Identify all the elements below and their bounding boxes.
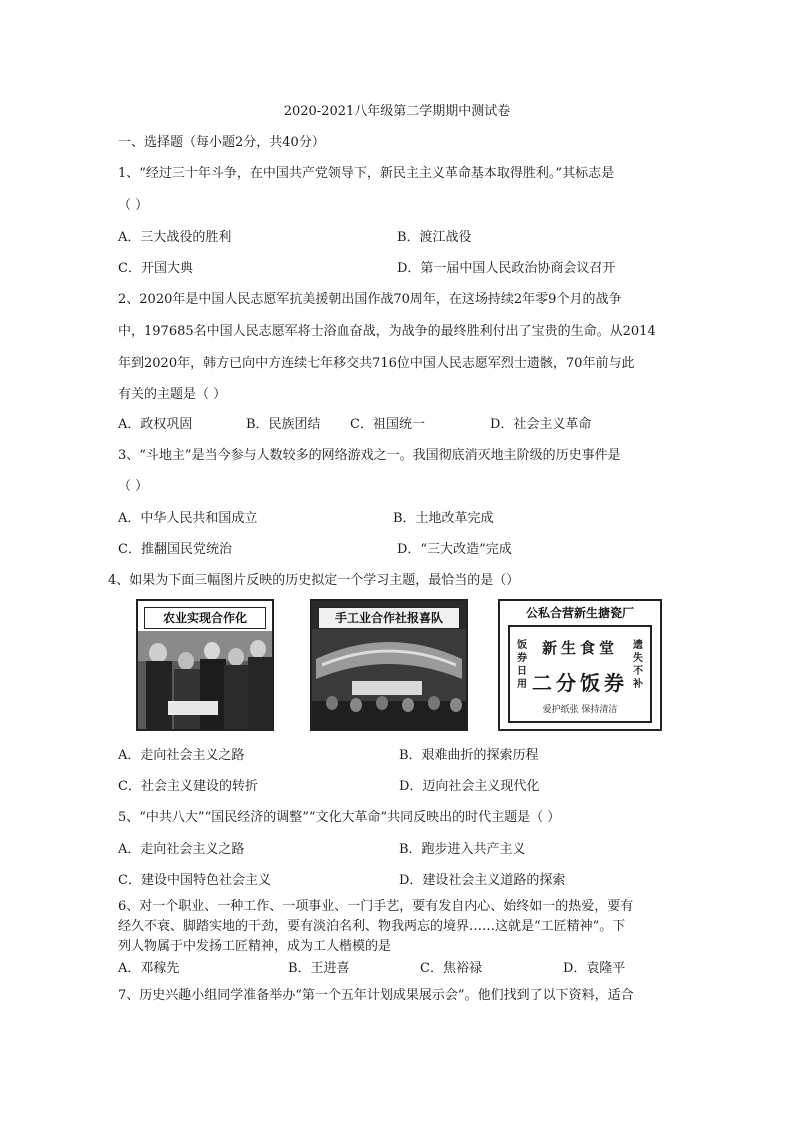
ticket-bottom-text: 爱护纸张 保持清洁	[542, 705, 618, 715]
q4-photo-strip	[136, 599, 662, 731]
q6-option-d: D．袁隆平	[563, 961, 626, 976]
section-heading: 一、选择题（每小题2分，共40分）	[118, 135, 325, 150]
q2-option-d: D．社会主义革命	[490, 417, 592, 432]
meal-ticket	[508, 625, 652, 723]
photo-handicraft-cooperative	[310, 599, 468, 731]
photo-meal-ticket	[498, 599, 662, 731]
q6-stem-line1: 6、对一个职业、一种工作、一项事业、一门手艺，要有发自内心、始终如一的热爱，要有	[118, 899, 634, 914]
q5-option-b: B．跑步进入共产主义	[399, 842, 526, 857]
q5-option-a: A．走向社会主义之路	[118, 842, 245, 857]
q4-stem-line1: 4、如果为下面三幅图片反映的历史拟定一个学习主题，最恰当的是（）	[108, 573, 520, 588]
ticket-left-text: 饭券日用	[517, 640, 527, 690]
q1-option-a: A．三大战役的胜利	[118, 230, 232, 245]
q4-option-a: A．走向社会主义之路	[118, 748, 245, 763]
q4-option-d: D．迈向社会主义现代化	[399, 779, 540, 794]
q2-option-a: A．政权巩固	[118, 417, 193, 432]
crowd-photo-image	[138, 631, 272, 731]
q6-stem-line2: 经久不衰、脚踏实地的干劲，要有淡泊名利、物我两忘的境界……这就是“工匠精神”。下	[118, 919, 626, 934]
q6-option-a: A．邓稼先	[118, 961, 180, 976]
q7-stem-line1: 7、历史兴趣小组同学准备举办“第一个五年计划成果展示会”。他们找到了以下资料，适合	[118, 988, 634, 1003]
q2-stem-line4: 有关的主题是（ ）	[118, 387, 227, 402]
q3-option-b: B．土地改革完成	[393, 511, 494, 526]
q2-stem-line2: 中，197685名中国人民志愿军将士浴血奋战，为战争的最终胜利付出了宝贵的生命。从2014	[118, 324, 656, 339]
q5-option-c: C．建设中国特色社会主义	[118, 873, 271, 888]
q3-option-a: A．中华人民共和国成立	[118, 511, 258, 526]
q2-option-c: C．祖国统一	[350, 417, 425, 432]
q6-stem-line3: 列人物属于中发扬工匠精神，成为工人楷模的是	[118, 939, 392, 954]
q2-stem-line1: 2、2020年是中国人民志愿军抗美援朝出国作战70周年，在这场持续2年零9个月的战争	[118, 292, 622, 307]
q4-option-b: B．艰难曲折的探索历程	[399, 748, 539, 763]
q3-option-c: C．推翻国民党统治	[118, 542, 232, 557]
q4-option-c: C．社会主义建设的转折	[118, 779, 258, 794]
q1-stem-line2: （ ）	[118, 198, 149, 213]
q2-option-b: B．民族团结	[246, 417, 321, 432]
ticket-top-text: 新生食堂	[541, 639, 618, 657]
q5-option-d: D．建设社会主义道路的探索	[399, 873, 566, 888]
exam-title: 2020-2021八年级第二学期期中测试卷	[283, 104, 511, 119]
q6-option-b: B．王进喜	[288, 961, 350, 976]
parade-photo-image	[312, 629, 466, 731]
q1-option-c: C．开国大典	[118, 261, 193, 276]
ticket-mid-text: 二分饭券	[532, 671, 628, 695]
q1-stem-line1: 1、“经过三十年斗争，在中国共产党领导下，新民主主义革命基本取得胜利。”其标志是	[118, 166, 615, 181]
q3-option-d: D．“三大改造”完成	[397, 542, 512, 557]
q1-option-d: D．第一届中国人民政治协商会议召开	[397, 261, 616, 276]
q3-stem-line2: （ ）	[118, 479, 149, 494]
q3-stem-line1: 3、“斗地主”是当今参与人数较多的网络游戏之一。我国彻底消灭地主阶级的历史事件是	[118, 448, 621, 463]
photo2-caption: 手工业合作社报喜队	[318, 607, 460, 629]
ticket-right-text: 遗失不补	[633, 640, 643, 690]
photo3-caption: 公私合营新生搪瓷厂	[506, 603, 654, 623]
photo-agriculture-cooperative	[136, 599, 274, 731]
q1-option-b: B．渡江战役	[397, 230, 472, 245]
q5-stem-line1: 5、“中共八大”“国民经济的调整”“文化大革命”共同反映出的时代主题是（ ）	[118, 810, 561, 825]
q2-stem-line3: 年到2020年，韩方已向中方连续七年移交共716位中国人民志愿军烈士遗骸，70年前与此	[118, 356, 635, 371]
photo1-caption: 农业实现合作化	[144, 607, 266, 629]
q6-option-c: C．焦裕禄	[420, 961, 482, 976]
